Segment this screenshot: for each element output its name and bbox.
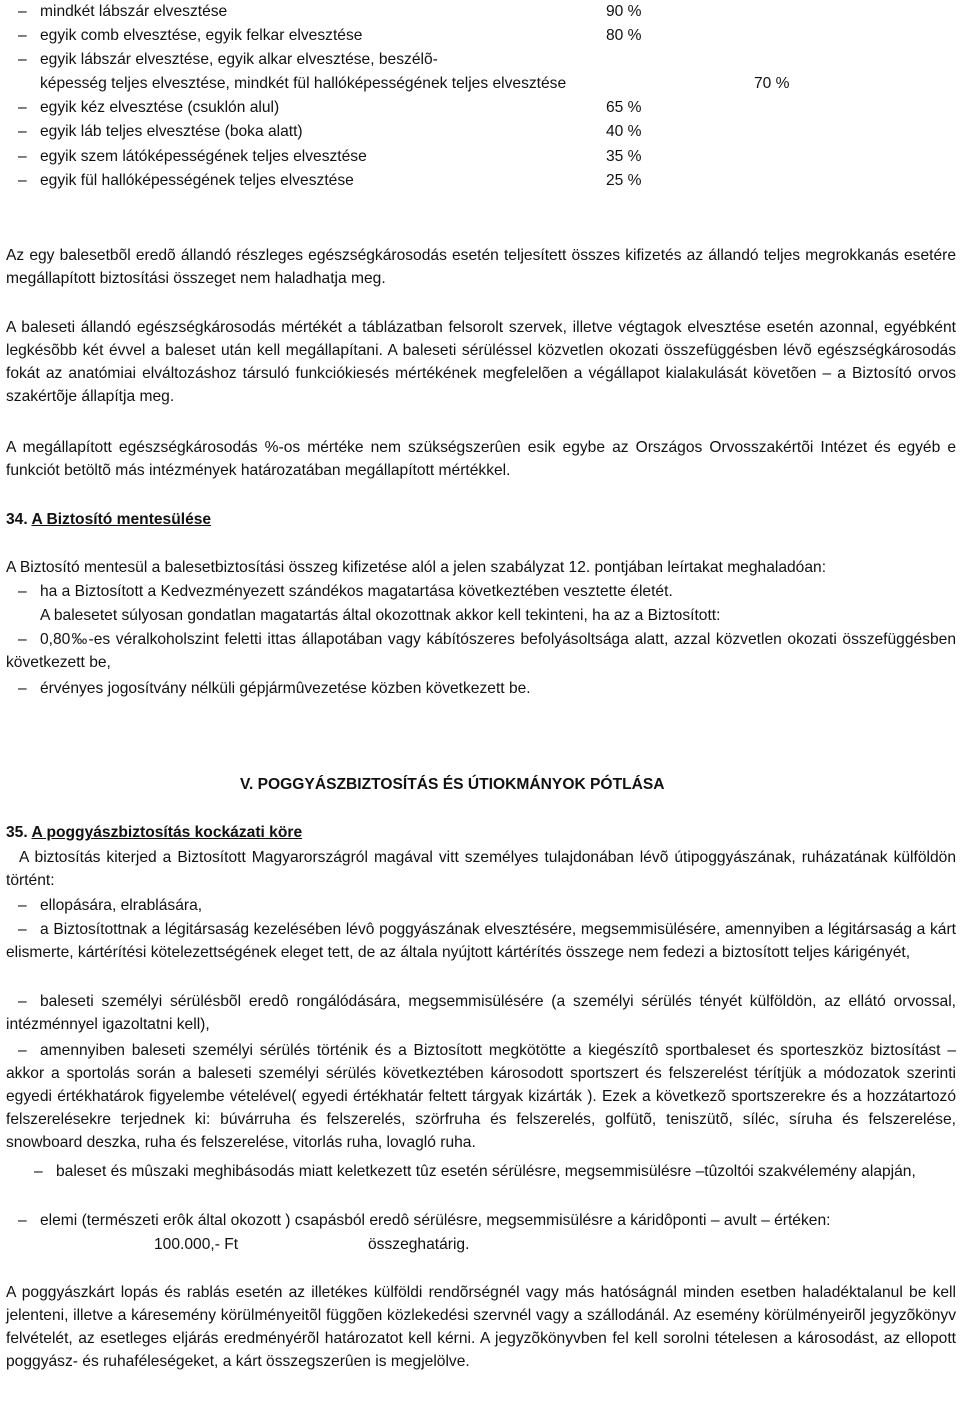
section-number: 34. [6,511,28,528]
section-35-heading [6,821,302,844]
dash-marker: – [18,27,27,44]
section-title: A Biztosító mentesülése [31,511,212,528]
table-row [6,120,956,144]
dash-marker: – [18,3,27,20]
row-text: képesség teljes elvesztése, mindkét fül hallóképességének teljes elvesztése [40,75,567,92]
dash-marker: – [34,1163,43,1180]
dash-marker: – [18,897,27,914]
dash-marker: – [18,631,27,648]
list-item [6,1160,956,1183]
list-item [6,580,956,603]
paragraph-assessment: A baleseti állandó egészségkárosodás mértékét a táblázatban felsorolt szervek, illetve végtagok elvesztése esetén azonnal, egyébként legkésõbb két évvel a baleset után kell megállapítani. A baleseti sérüléssel közvetlen okozati összefüggésben lévõ egészségkárosodás fokát az anatómiai elváltozáshoz társuló funkciókiesés mértékének megfelelõen a végállapot kialakulását követõen – a Biztosító orvos szakértõje állapítja meg. [6,319,956,405]
list-item-text: 0,80‰-es véralkoholszint feletti ittas állapotában vagy kábítószeres befolyásoltsága alatt, azzal közvetlen okozati összefüggésben következett be, [6,631,956,671]
row-percent: 65 % [606,99,642,116]
row-percent: 40 % [606,123,642,140]
dash-marker: – [18,921,27,938]
dash-marker: – [18,51,27,68]
table-row [6,96,956,120]
limit-label: összeghatárig. [368,1236,470,1253]
row-text: mindkét lábszár elvesztése [40,3,228,20]
section-title: A poggyászbiztosítás kockázati köre [31,824,303,841]
row-percent: 35 % [606,148,642,165]
intro-text: A biztosítás kiterjed a Biztosított Magyarországról magával vitt személyes tulajdonában lévõ útipoggyászának, ruházatának külföldön történt: [6,849,956,889]
chapter-heading: V. POGGYÁSZBIZTOSÍTÁS ÉS ÚTIOKMÁNYOK PÓTLÁSA [240,776,665,793]
list-item [6,628,956,674]
section-34-intro: A Biztosító mentesül a balesetbiztosítási összeg kifizetése alól a jelen szabályzat 12. pontjában leírtakat meghaladóan: [6,559,827,576]
row-percent: 80 % [606,27,642,44]
dash-marker: – [18,172,27,189]
dash-marker: – [18,680,27,697]
list-item [6,1209,956,1232]
list-item-text: elemi (természeti erôk által okozott ) csapásból eredô sérülésre, megsemmisülésre a káridôponti – avult – értéken: [40,1212,831,1229]
dash-marker: – [18,1212,27,1229]
section-34-heading [6,508,211,531]
list-item-text: baleseti személyi sérülésbõl eredô rongálódására, megsemmisülésére (a személyi sérülés tényét külföldön, az ellátó orvossal, intézménnyel igazoltatni kell), [6,993,956,1033]
section-number: 35. [6,824,28,841]
list-item-text: ha a Biztosított a Kedvezményezett szándékos magatartása következtében vesztette életét. [40,583,673,600]
row-text: egyik szem látóképességének teljes elvesztése [40,148,367,165]
row-text: egyik comb elvesztése, egyik felkar elvesztése [40,27,363,44]
list-item-text: baleset és mûszaki meghibásodás miatt keletkezett tûz esetén sérülésre, megsemmisülésre –tûzoltói szakvélemény alapján, [56,1163,916,1180]
table-row [6,145,956,169]
row-percent: 90 % [606,3,642,20]
list-item [6,677,956,700]
row-text: egyik fül hallóképességének teljes elvesztése [40,172,354,189]
dash-marker: – [18,583,27,600]
dash-marker: – [18,148,27,165]
paragraph-reporting: A poggyászkárt lopás és rablás esetén az illetékes külföldi rendõrségnél vagy más hatóságnál minden esetben haladéktalanul be kell jelenteni, illetve a káresemény körülményeitõl függõen közlekedési szervnél vagy a szállodánál. Az esemény körülményeirõl jegyzõkönyv felvételét, az esetleges eljárás eredményérõl határozatot kell kérni. A jegyzõkönyvben fel kell sorolni tételesen a károsodást, az ellopott poggyász- és ruhaféleségeket, a kárt összegszerûen is megjelölve. [6,1284,956,1370]
section-35-intro [6,846,956,892]
limit-amount: 100.000,- Ft [154,1236,239,1253]
row-text: egyik lábszár elvesztése, egyik alkar elvesztése, beszélõ- [40,51,438,68]
table-row [6,24,956,48]
dash-marker: – [18,99,27,116]
paragraph-partial-disability: Az egy balesetbõl eredõ állandó részleges egészségkárosodás esetén teljesített összes kifizetés az állandó teljes megrokkanás esetére megállapított biztosítási összeget nem haladhatja meg. [6,247,956,287]
dash-marker: – [18,1042,27,1059]
dash-marker: – [18,123,27,140]
row-percent: 25 % [606,172,642,189]
disability-table [6,0,956,189]
row-text: egyik kéz elvesztése (csuklón alul) [40,99,280,116]
list-item [6,1039,956,1154]
list-item [6,990,956,1036]
list-item-text: amennyiben baleseti személyi sérülés történik és a Biztosított megkötötte a kiegészítô sportbaleset és sporteszköz biztosítást – akkor a sportolás során a baleseti személyi sérülés következtében károsodott sportszert és felszerelést térítjük a módozatok szerinti egyedi értékhatárok figyelembe vételével( egyedi értékhatár feltett tárgyak kizárták ). Ezek a következõ sportszerekre és a hozzátartozó felszerelésekre terjednek ki: búvárruha és felszerelés, szörfruha és felszerelés, golfütõ, teniszütõ, síléc, síruha és felszerelése, snowboard deszka, ruha és felszerelése, vitorlás ruha, lovagló ruha. [6,1042,956,1151]
dash-marker: – [18,993,27,1010]
paragraph-percentage: A megállapított egészségkárosodás %-os mértéke nem szükségszerûen esik egybe az Országos Orvosszakértõi Intézet és egyéb e funkciót betöltõ más intézmények határozatában megállapított mértékkel. [6,439,956,479]
table-row [6,48,956,72]
table-row [6,169,956,193]
table-row [6,72,956,96]
row-text: egyik láb teljes elvesztése (boka alatt) [40,123,303,140]
section-34-mid: A balesetet súlyosan gondatlan magatartás által okozottnak akkor kell tekinteni, ha az a Biztosított: [40,607,721,624]
list-item-text: érvényes jogosítvány nélküli gépjármûvezetése közben következett be. [40,680,531,697]
list-item-text: ellopására, elrablására, [40,897,203,914]
list-item [6,918,956,964]
list-item [6,894,956,917]
row-percent: 70 % [754,75,790,92]
list-item-text: a Biztosítottnak a légitársaság kezelésében lévô poggyászának elvesztésére, megsemmisülésére, amennyiben a légitársaság a kárt elismerte, kártérítési kötelezettségének eleget tett, de az általa nyújtott kártérítés összege nem fedezi a biztosított teljes kárigényét, [6,921,956,961]
table-row [6,0,956,24]
